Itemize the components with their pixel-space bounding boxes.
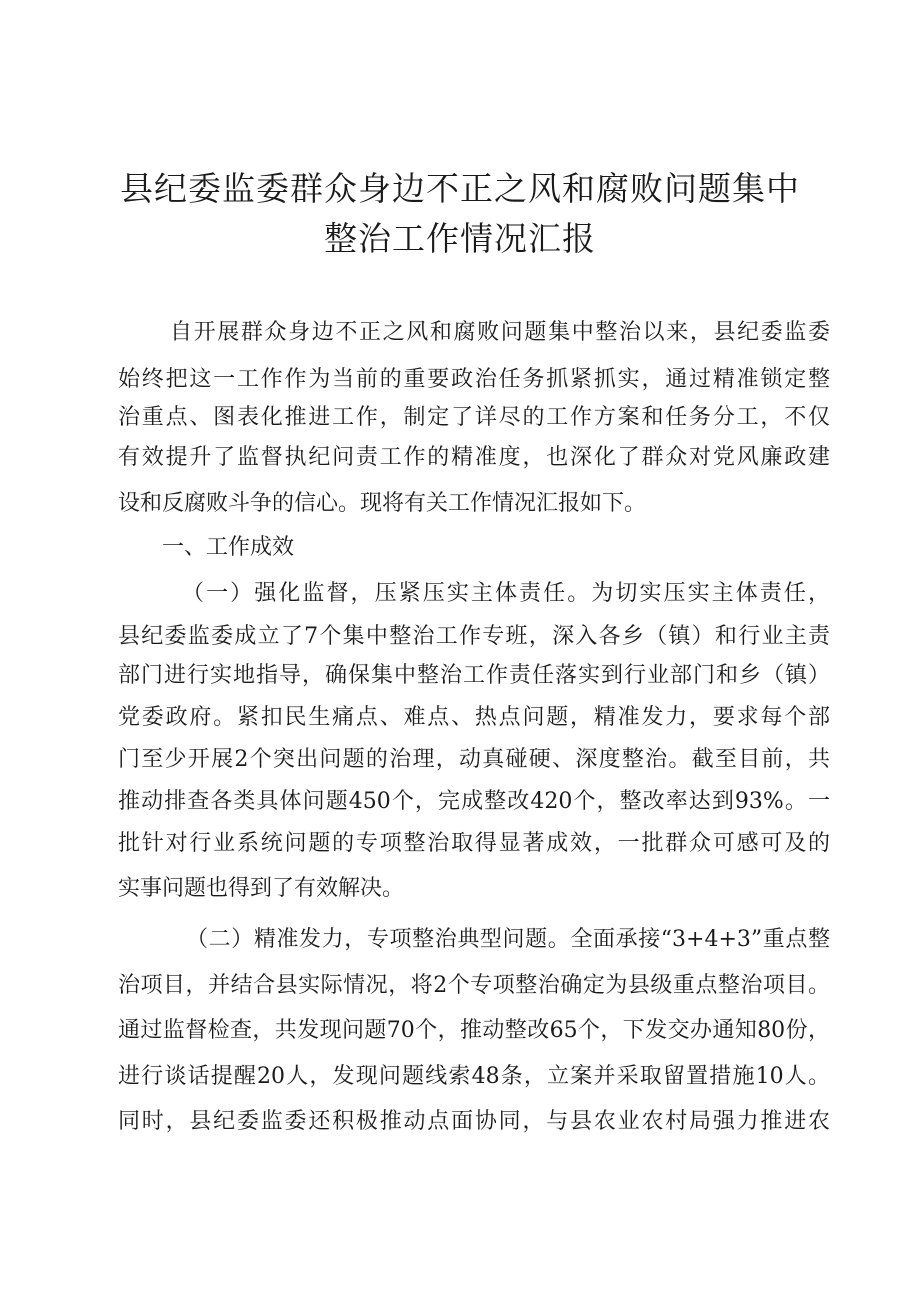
document-title-line-1: 县纪委监委群众身边不正之风和腐败问题集中: [120, 169, 800, 208]
paragraph-line: 同时，县纪委监委还积极推动点面协同，与县农业农村局强力推进农: [118, 1109, 830, 1134]
paragraph-line: 县纪委监委成立了7个集中整治工作专班，深入各乡（镇）和行业主责: [118, 624, 830, 649]
document-title-line-2: 整治工作情况汇报: [324, 219, 596, 258]
paragraph-line: 批针对行业系统问题的专项整治取得显著成效，一批群众可感可及的: [118, 831, 830, 856]
paragraph-line: 设和反腐败斗争的信心。现将有关工作情况汇报如下。: [118, 491, 647, 516]
paragraph-line: 有效提升了监督执纪问责工作的精准度，也深化了群众对党风廉政建: [118, 445, 830, 470]
paragraph-line: （二）精准发力，专项整治典型问题。全面承接“3+4+3”重点整: [186, 927, 830, 952]
paragraph-line: 实事问题也得到了有效解决。: [118, 876, 405, 901]
paragraph-line: 党委政府。紧扣民生痛点、难点、热点问题，精准发力，要求每个部: [118, 705, 830, 730]
paragraph-line: 门至少开展2个突出问题的治理，动真碰硬、深度整治。截至目前，共: [118, 747, 830, 772]
paragraph-line: 自开展群众身边不正之风和腐败问题集中整治以来，县纪委监委: [170, 320, 830, 345]
section-heading: 一、工作成效: [162, 535, 295, 560]
paragraph-line: 进行谈话提醒20人，发现问题线索48条，立案并采取留置措施10人。: [118, 1064, 830, 1089]
paragraph-line: 推动排查各类具体问题450个，完成整改420个，整改率达到93%。一: [118, 789, 830, 814]
paragraph-line: 治重点、图表化推进工作，制定了详尽的工作方案和任务分工，不仅: [118, 405, 830, 430]
paragraph-line: 部门进行实地指导，确保集中整治工作责任落实到行业部门和乡（镇）: [118, 663, 830, 688]
paragraph-line: 治项目，并结合县实际情况，将2个专项整治确定为县级重点整治项目。: [118, 973, 830, 998]
paragraph-line: 通过监督检查，共发现问题70个，推动整改65个，下发交办通知80份，: [118, 1018, 830, 1043]
paragraph-line: （一）强化监督，压紧压实主体责任。为切实压实主体责任，: [182, 581, 830, 606]
paragraph-line: 始终把这一工作作为当前的重要政治任务抓紧抓实，通过精准锁定整: [118, 367, 830, 392]
